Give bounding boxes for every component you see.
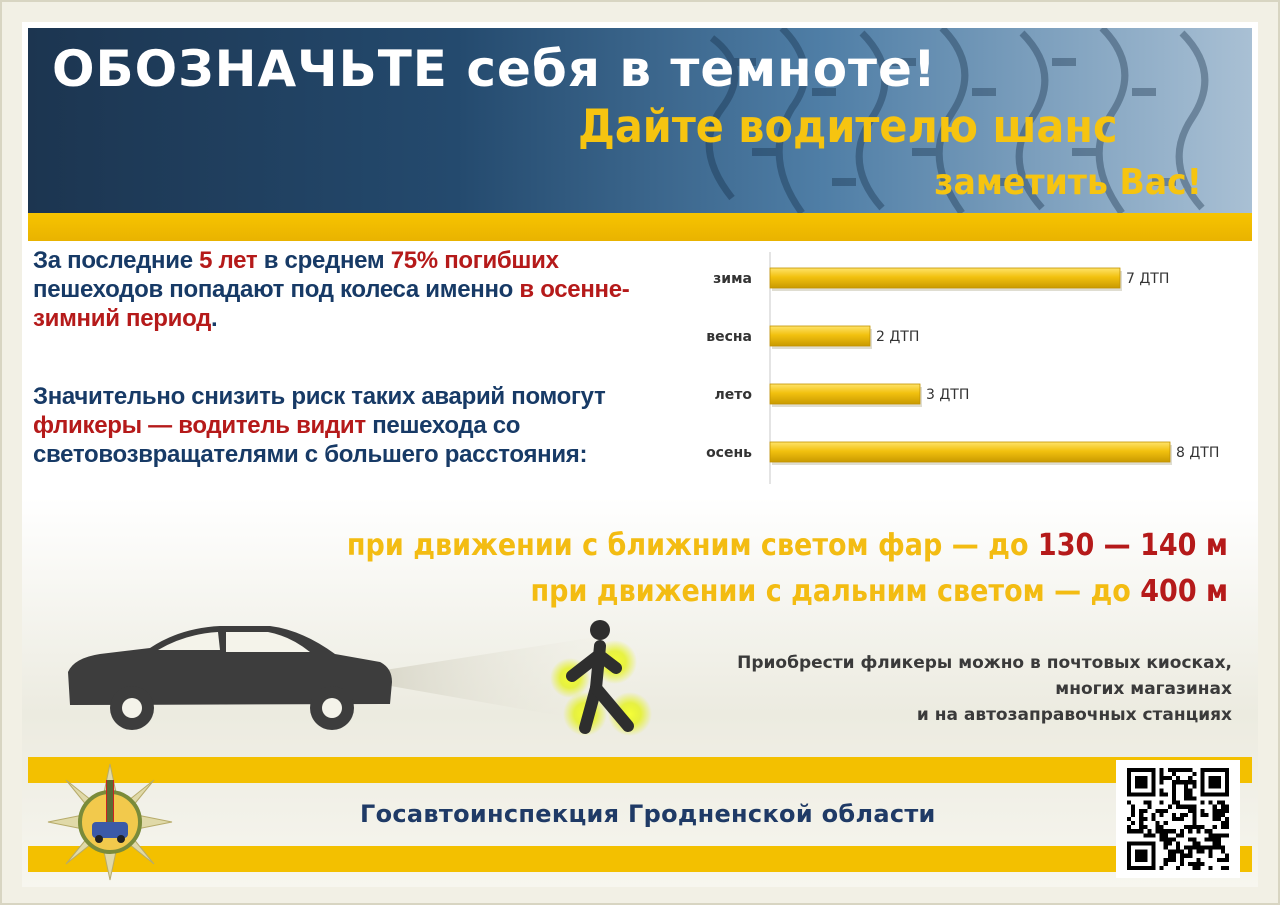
- chart-bar: [770, 268, 1120, 288]
- qr-code-icon: [1124, 768, 1232, 870]
- stats-text-part: пешеходов попадают под колеса именно: [33, 276, 520, 303]
- chart-bar: [770, 326, 870, 346]
- yellow-band-footer-bottom: [28, 846, 1252, 872]
- distance-label: при движении с дальним светом — до: [530, 574, 1141, 609]
- distance-high-beam: [530, 574, 1228, 609]
- page-subtitle: Дайте водителю шанс: [578, 100, 1118, 153]
- chart-category-label: осень: [706, 445, 752, 461]
- chart-value-label: 2 ДТП: [876, 329, 920, 345]
- purchase-info: [632, 650, 1232, 728]
- purchase-line: Приобрести фликеры можно в почтовых киосках,: [737, 653, 1232, 673]
- purchase-line: и на автозаправочных станциях: [916, 705, 1232, 725]
- qr-code[interactable]: [1116, 760, 1240, 878]
- chart-bar: [770, 442, 1170, 462]
- chart-category-label: весна: [706, 329, 752, 345]
- distance-value: 400 м: [1140, 574, 1228, 609]
- flicker-text-part: пешехода со световозвращателями с большего расстояния:: [33, 412, 588, 468]
- page-subtitle-2: заметить Вас!: [934, 162, 1202, 203]
- stats-highlight: 5 лет: [199, 247, 258, 274]
- car-silhouette-icon: [68, 626, 392, 730]
- flicker-highlight: фликеры — водитель видит: [33, 412, 366, 439]
- accidents-by-season-chart: [690, 252, 1250, 492]
- yellow-band-top: [28, 213, 1252, 241]
- stats-highlight: 75% погибших: [390, 247, 559, 274]
- stats-highlight: в осенне-зимний период: [33, 276, 630, 332]
- flicker-paragraph: [33, 382, 693, 469]
- organization-name: Госавтоинспекция Гродненской области: [360, 800, 936, 828]
- distance-value: 130 — 140 м: [1038, 528, 1228, 563]
- flicker-text-part: Значительно снизить риск таких аварий помогут: [33, 383, 606, 410]
- yellow-band-footer-top: [28, 757, 1252, 783]
- stats-text-part: в среднем: [257, 247, 391, 274]
- distance-label: при движении с ближним светом фар — до: [346, 528, 1039, 563]
- chart-category-label: зима: [713, 271, 752, 287]
- chart-value-label: 7 ДТП: [1126, 271, 1170, 287]
- distance-low-beam: [347, 528, 1228, 563]
- page-title: ОБОЗНАЧЬТЕ себя в темноте!: [52, 40, 937, 98]
- chart-bar: [770, 384, 920, 404]
- night-scene: [40, 610, 680, 750]
- stats-text-part: За последние: [33, 247, 200, 274]
- chart-value-label: 8 ДТП: [1176, 445, 1220, 461]
- stats-paragraph: [33, 246, 683, 333]
- chart-value-label: 3 ДТП: [926, 387, 970, 403]
- chart-category-label: лето: [714, 387, 752, 403]
- purchase-line: многих магазинах: [1055, 679, 1232, 699]
- stats-text-part: .: [211, 305, 218, 332]
- traffic-police-emblem-icon: [40, 760, 180, 885]
